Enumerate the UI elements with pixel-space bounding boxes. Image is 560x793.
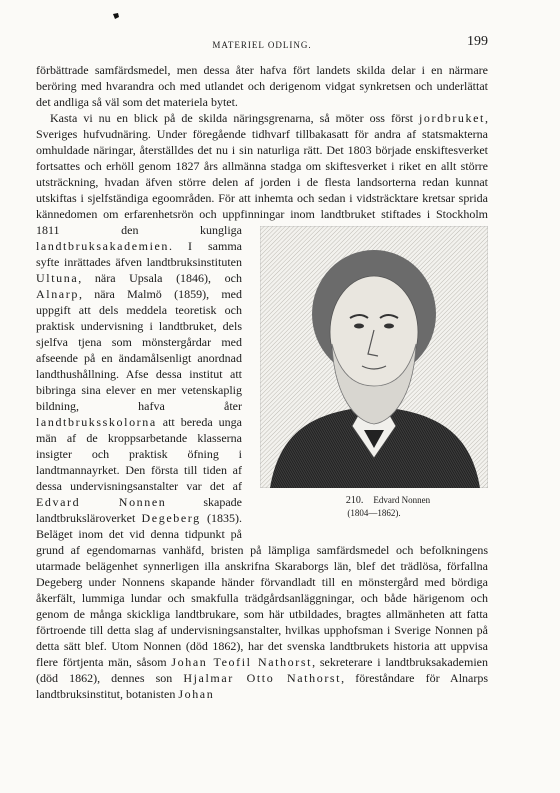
page-body — [36, 62, 488, 702]
figure-caption — [260, 494, 488, 519]
term-ultuna: Ultuna — [36, 271, 79, 285]
text-run: . I samma syfte inrättades äfven landtbruksinstituten — [36, 239, 242, 269]
portrait-figure — [250, 222, 488, 528]
text-run: , Sveriges hufvudnäring. Under föregående tidhvarf tillbakasatt för andra af statsmakterna omhuldade näringar, återställdes det nu i sin naturliga rätt. Det 1803 började enskiftesverket fortsattes och erhöll genom 1827 års allmänna stadga om skiftesverket i riket en allt större utsträckning, hvadan äfven större delen af jorden i de flesta landsorterna redan kunnat utskiftas i sjelfständiga egoområden. För att inhemta och sedan i vidsträcktare kretsar sprida kännedomen om erfarenhetsrön och uppfinningar inom landtbruket stiftades i Stockholm 1811 den kungliga — [36, 111, 488, 237]
text-run: , sekreterare i landtbruksakademien (död 1862), dennes son — [36, 655, 488, 685]
term-jordbruket: jordbruket — [419, 111, 485, 125]
text-run: skapade landtbruksläroverket — [36, 495, 242, 525]
text-run: , nära Malmö (1859), med uppgift att dels meddela teoretisk och praktisk undervisning i landtbruket, dels sjelfva tjena som mönstergårdar med afseende på en ändamålsenligt anordnad landthushållning. Afse dessa institut att bibringa sina elever en mer vetenskaplig bildning, hafva åter — [36, 287, 242, 413]
text-run: Kasta vi nu en blick på de skilda näringsgrenarna, så möter oss först — [50, 111, 419, 125]
figure-dates: (1804—1862). — [347, 508, 401, 518]
term-degeberg: Degeberg — [141, 511, 201, 525]
name-edvard-nonnen: Edvard Nonnen — [36, 495, 167, 509]
term-landtbruksskolorna: landtbruksskolorna — [36, 415, 157, 429]
paragraph-2 — [36, 110, 488, 702]
text-run: förbättrade samfärdsmedel, men dessa åter hafva fört landets skilda delar i en närmare beröring med hvarandra och med utlandet och derigenom vidgat synkretsen och underlättat det andliga så väl som det materiela bytet. — [36, 63, 488, 109]
figure-subject: Edvard Nonnen — [373, 495, 431, 505]
name-johan-teofil-nathorst: Johan Teofil Nathorst — [171, 655, 313, 669]
ink-mark-icon — [112, 12, 120, 20]
text-run: , föreståndare för Alnarps landtbruksinstitut, botanisten — [36, 671, 489, 701]
name-johan: Johan — [178, 687, 215, 701]
text-run: , nära Upsala (1846), och — [78, 271, 242, 285]
portrait-engraving — [260, 226, 488, 488]
text-run: (1835). Beläget inom det vid denna tidpunkt på grund af egendomarnas vanhäfd, bristen på lämpliga samfärdsmedel och befolkningens utarmade belägenhet synnerligen illa anskrifna Skaraborgs län, blef det trädlösa, förfallna Degeberg under Nonnens skapande händer förvandladt till en mönstergård med bördiga åkerfält, lummiga lundar och smakfulla trädgårdsanläggningar, och både härigenom och genom de många skickliga landtbrukare, som här utbildades, bragtes allmänheten att fatta förtroende till detta slag af undervisningsanstalter, hvilkas upphofsman i Sverige Nonnen på detta sätt blef. Utom Nonnen (död 1862), har det svenska landtbrukets historia att uppvisa flere förtjenta män, såsom — [36, 511, 488, 669]
term-landtbruksakademien: landtbruksakademien — [36, 239, 170, 253]
figure-number: 210. — [345, 495, 364, 506]
term-alnarp: Alnarp — [36, 287, 79, 301]
name-hjalmar-otto-nathorst: Hjalmar Otto Nathorst — [183, 671, 342, 685]
text-run: att bereda unga män af de kroppsarbetande klasserna insigter och praktisk öfning i landtmannayrket. Den första till tiden af dessa undervisningsanstalter var det af — [36, 415, 242, 493]
page-number: 199 — [467, 34, 488, 49]
running-header: MATERIEL ODLING. — [212, 40, 312, 50]
paragraph-1 — [36, 62, 488, 110]
